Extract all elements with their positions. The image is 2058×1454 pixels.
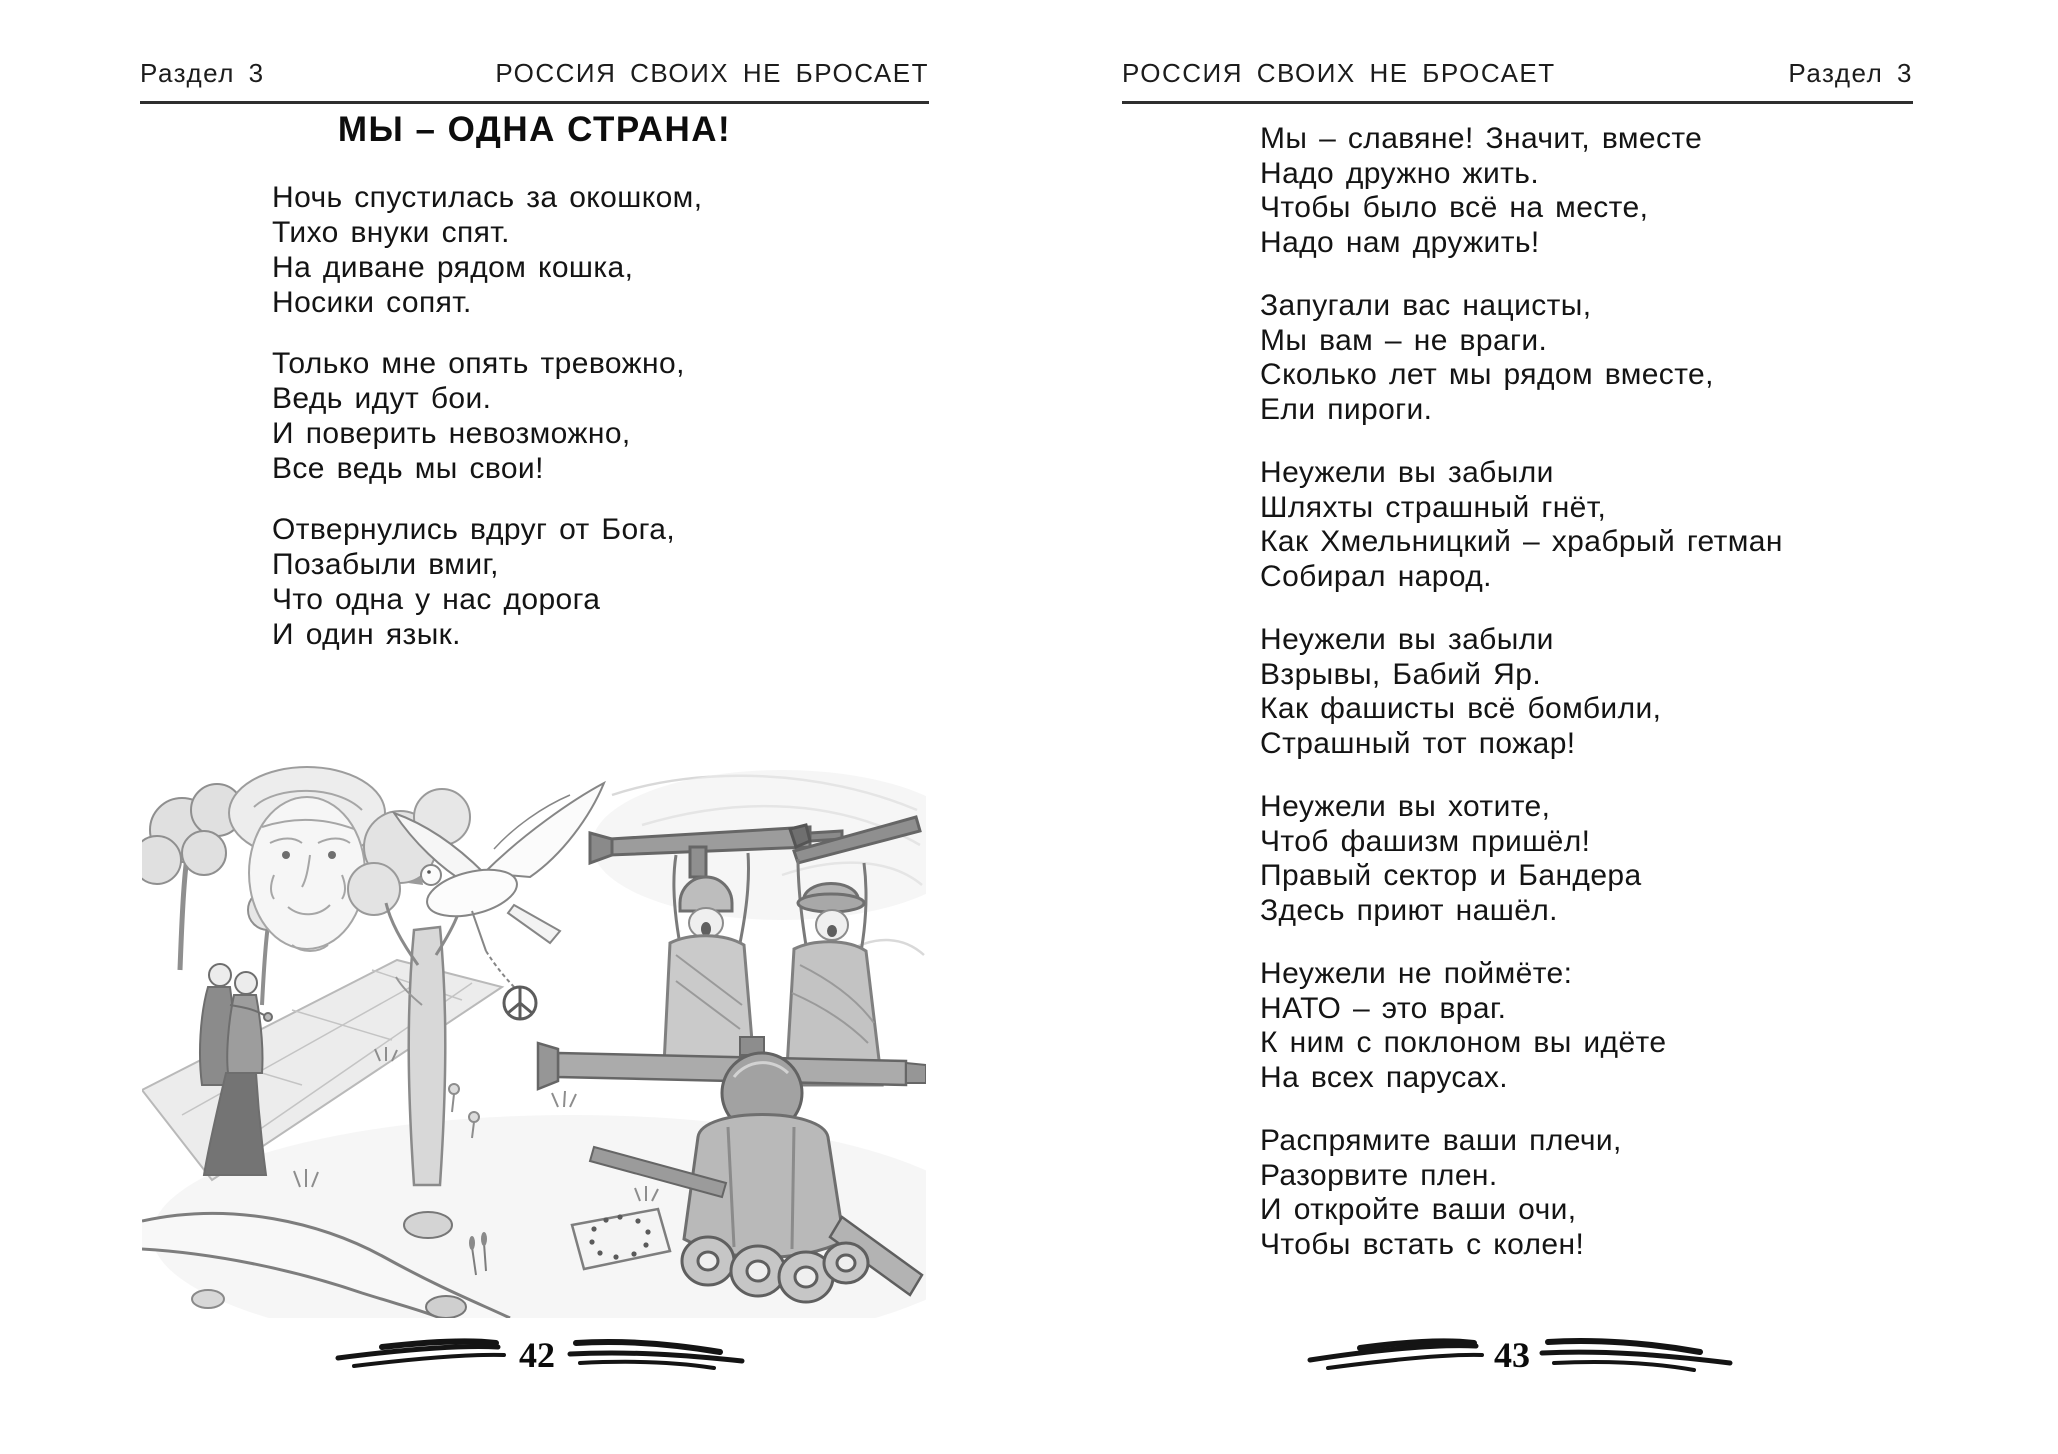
poem-stanza [1260, 289, 1783, 427]
poem-line: Только мне опять тревожно, [272, 347, 685, 380]
page-number-43: 43 [1494, 1335, 1530, 1375]
poem-line: Ведь идут бои. [272, 382, 492, 415]
poem-line: НАТО – это враг. [1260, 991, 1507, 1025]
poem-line: Правый сектор и Бандера [1260, 859, 1642, 892]
poem-line: К ним с поклоном вы идёте [1260, 1026, 1667, 1059]
poem-line: Все ведь мы свои! [272, 452, 544, 485]
poem-line: Ночь спустилась за окошком, [272, 181, 703, 214]
poem-line: Чтоб фашизм пришёл! [1260, 824, 1591, 858]
poem-line: Здесь приют нашёл. [1260, 893, 1558, 927]
poem-line: Собирал народ. [1260, 559, 1492, 593]
poem-stanza [1260, 1124, 1783, 1262]
poem-line: Неужели вы хотите, [1260, 790, 1551, 823]
left-poem [272, 180, 702, 678]
pencil-illustration [142, 755, 926, 1318]
poem-line: Разорвите плен. [1260, 1158, 1498, 1192]
poem-stanza [1260, 456, 1783, 594]
poem-stanza [1260, 122, 1783, 260]
poem-line: Взрывы, Бабий Яр. [1260, 657, 1542, 691]
left-header-book-title: РОССИЯ СВОИХ НЕ БРОСАЕТ [495, 58, 929, 88]
poem-line: Сколько лет мы рядом вместе, [1260, 358, 1714, 391]
poem-line: Что одна у нас дорога [272, 583, 601, 616]
poem-stanza [1260, 957, 1783, 1095]
poem-line: На диване рядом кошка, [272, 251, 634, 284]
left-header-section: Раздел 3 [140, 58, 265, 88]
poem-line: Отвернулись вдруг от Бога, [272, 513, 676, 546]
poem-line: Надо нам дружить! [1260, 225, 1540, 259]
poem-line: И откройте ваши очи, [1260, 1193, 1577, 1226]
poem-line: Распрямите ваши плечи, [1260, 1124, 1622, 1157]
poem-line: Чтобы встать с колен! [1260, 1227, 1585, 1261]
left-page-running-head [140, 58, 929, 92]
poem-line: Неужели вы забыли [1260, 456, 1554, 489]
poem-stanza [1260, 790, 1783, 928]
poem-title: МЫ – ОДНА СТРАНА! [337, 110, 732, 149]
poem-stanza [272, 512, 702, 652]
poem-line: И поверить невозможно, [272, 417, 631, 450]
poem-line: Мы вам – не враги. [1260, 323, 1548, 357]
poem-line: Надо дружно жить. [1260, 156, 1540, 190]
right-header-book-title: РОССИЯ СВОИХ НЕ БРОСАЕТ [1122, 58, 1556, 88]
poem-stanza [1260, 623, 1783, 761]
poem-stanza [272, 346, 702, 486]
poem-line: Неужели не поймёте: [1260, 957, 1573, 990]
poem-line: Неужели вы забыли [1260, 623, 1554, 656]
poem-line: Страшный тот пожар! [1260, 726, 1576, 760]
page-number-42: 42 [519, 1335, 555, 1375]
poem-line: Тихо внуки спят. [272, 216, 510, 249]
poem-stanza [272, 180, 702, 320]
poem-line: Позабыли вмиг, [272, 548, 499, 581]
right-page-running-head [1122, 58, 1913, 92]
poem-line: Шляхты страшный гнёт, [1260, 490, 1607, 524]
poem-line: Носики сопят. [272, 286, 472, 319]
right-folio [1300, 1330, 1740, 1382]
left-header-rule [140, 101, 929, 104]
poem-line: Мы – славяне! Значит, вместе [1260, 122, 1703, 155]
poem-line: Как фашисты всё бомбили, [1260, 692, 1662, 725]
right-header-section: Раздел 3 [1788, 58, 1913, 88]
poem-line: Запугали вас нацисты, [1260, 289, 1592, 322]
poem-line: Чтобы было всё на месте, [1260, 191, 1649, 224]
poem-line: Как Хмельницкий – храбрый гетман [1260, 525, 1783, 558]
right-header-rule [1122, 101, 1913, 104]
right-poem [1260, 122, 1783, 1291]
poem-line: Ели пироги. [1260, 392, 1433, 426]
poem-line: И один язык. [272, 618, 461, 651]
poem-line: На всех парусах. [1260, 1060, 1509, 1094]
left-folio [330, 1330, 750, 1382]
